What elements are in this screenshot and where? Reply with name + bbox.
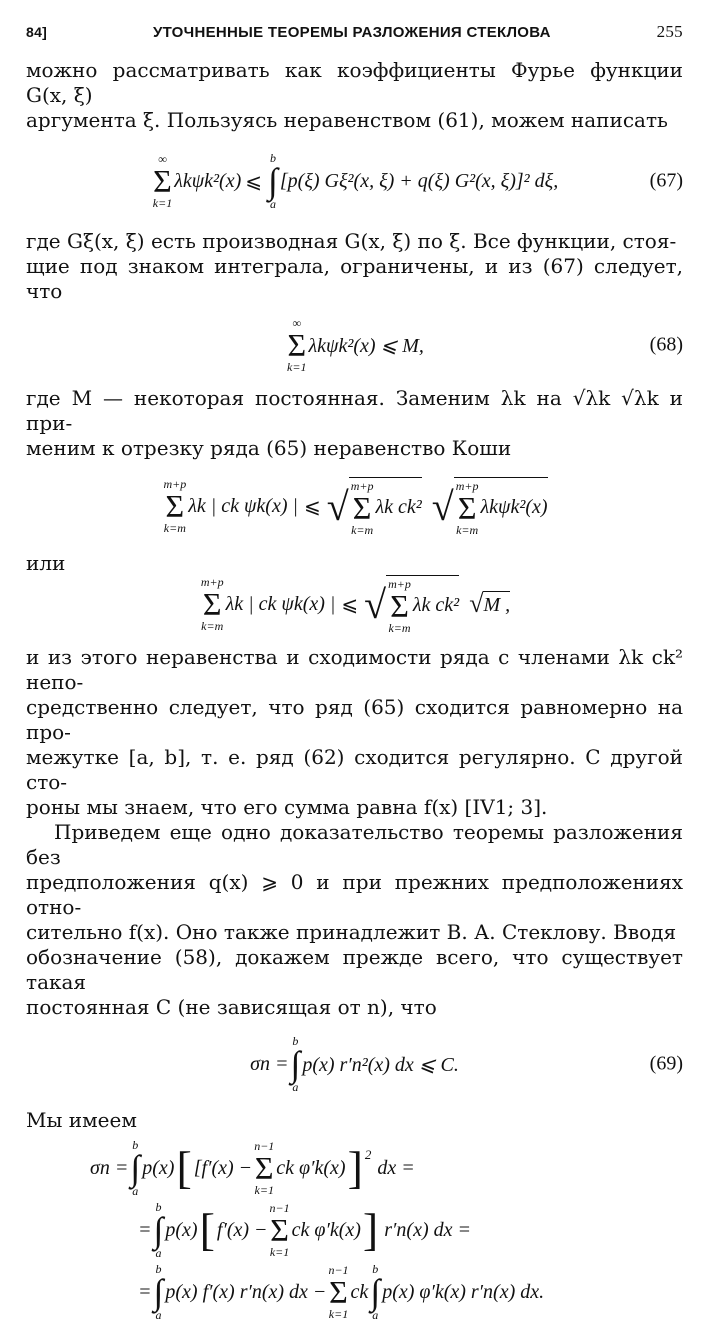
equation-number: (67) [649,169,683,192]
cauchy-inequality-2: m+p Σ k=m λk | ck ψk(x) | ⩽ √ m+p Σ k=m λk ck² √ M , [200,575,511,635]
integral-operator: b ∫ a [268,151,278,211]
equation-number: (68) [649,333,683,356]
sqrt-sign: √ [431,483,454,529]
math-expr: [p(ξ) Gξ²(x, ξ) + q(ξ) G²(x, ξ)]² dξ, [279,169,559,192]
sum-operator: ∞ Σ k=1 [287,316,307,374]
text-line: межутке [a, b], т. е. ряд (62) сходится регулярно. С другой сто- [26,745,683,794]
paragraph-6 [26,1108,683,1133]
math-expr: λkψk²(x) ⩽ M, [308,334,424,357]
math-expr: λk | ck ψk(x) | [225,592,336,615]
math-expr: σn = [250,1052,289,1075]
sum-operator: m+p Σ k=m [163,477,187,535]
text-line: где M — некоторая постоянная. Заменим λk на √λk √λk и при- [26,386,683,435]
text-line: роны мы знаем, что его сумма равна f(x) [IV1; 3]. [26,795,548,819]
text-line: постоянная C (не зависящая от n), что [26,995,437,1019]
sum-operator: n−1 Σ k=1 [328,1263,349,1321]
equation-69 [26,1026,683,1102]
paragraph-1 [26,58,683,133]
sum-operator: m+p Σ k=m [200,575,224,633]
section-number: 84] [26,24,48,40]
text-line: сительно f(x). Оно также принадлежит В. А. Стеклову. Вводя [26,920,677,944]
sum-operator: m+p Σ k=m [388,576,411,635]
text-line: средственно следует, что ряд (65) сходится равномерно на про- [26,695,683,744]
text-line: Мы имеем [26,1108,137,1132]
sqrt-sign: √ [326,483,349,529]
math-expr: λk | ck ψk(x) | [188,494,299,517]
text-line: где Gξ(x, ξ) есть производная G(x, ξ) по ξ. Все функции, стоя- [26,229,677,253]
text-line: предположения q(x) ⩾ 0 и при прежних предположениях отно- [26,870,683,919]
math-expr: λk ck² [375,496,422,518]
sum-operator: m+p Σ k=m [455,478,479,537]
paragraph-5 [26,820,683,1020]
book-page [26,22,683,1323]
integral-operator: b ∫ a [370,1262,381,1322]
cauchy-inequality-1: m+p Σ k=m λk | ck ψk(x) | ⩽ √ m+p Σ k=m λk ck² √ m+p Σ k=m λkψk²(x) [163,477,548,537]
sum-operator: m+p Σ k=m [350,478,374,537]
math-expr: p(x) r′n²(x) dx ⩽ C. [302,1053,459,1076]
text-line: Приведем еще одно доказательство теоремы разложения без [26,820,683,869]
sqrt-sign: √ [364,581,387,627]
text-line: можно рассматривать как коэффициенты Фурье функции G(x, ξ) [26,58,683,107]
paragraph-2 [26,229,683,304]
page-number: 255 [656,22,683,41]
sum-operator: ∞ Σ k=1 [152,152,173,210]
integral-operator: b ∫ a [153,1262,164,1322]
text-line: и из этого неравенства и сходимости ряда с членами λk ck² непо- [26,645,683,694]
sigma-derivation [90,1137,683,1323]
math-expr: λkψk²(x) [480,496,548,518]
equation-number: (69) [649,1052,683,1075]
sum-operator: n−1 Σ k=1 [269,1201,290,1259]
connective-or: или [26,551,66,575]
math-expr: M , [483,591,510,617]
derivation-line-2: = b ∫ a p(x) [ f′(x) − n−1 Σ k=1 ck φ′k(x) ] r′n(x) dx = [138,1200,471,1260]
paragraph-3 [26,386,683,461]
math-expr: λkψk²(x) [174,169,242,192]
text-line: щие под знаком интеграла, ограничены, и из (67) следует, что [26,254,683,303]
text-line: меним к отрезку ряда (65) неравенство Коши [26,436,512,460]
math-expr: λk ck² [412,594,460,616]
integral-operator: b ∫ a [290,1034,301,1094]
derivation-line-3: = b ∫ a p(x) f′(x) r′n(x) dx − n−1 Σ k=1 ck b ∫ a p(x) φ′k(x) r′n(x) dx. [138,1262,545,1322]
running-title: УТОЧНЕННЫЕ ТЕОРЕМЫ РАЗЛОЖЕНИЯ СТЕКЛОВА [152,24,551,41]
running-header [26,22,683,42]
sum-operator: n−1 Σ k=1 [254,1139,275,1197]
text-line: аргумента ξ. Пользуясь неравенством (61), можем написать [26,108,668,132]
text-line: обозначение (58), докажем прежде всего, что существует такая [26,945,683,994]
equation-67: ∞ Σ k=1 λkψk²(x) ⩽ b ∫ a [p(ξ) Gξ²(x, ξ) + q(ξ) G²(x, ξ)]² dξ, (67) [152,151,683,211]
integral-operator: b ∫ a [130,1138,141,1198]
sqrt-sign: √ [469,589,484,618]
paragraph-4 [26,645,683,820]
integral-operator: b ∫ a [153,1200,164,1260]
derivation-line-1: σn = b ∫ a p(x) [ [f′(x) − n−1 Σ k=1 ck φ′k(x) ] $^2$ dx = [90,1138,415,1198]
equation-68 [26,310,683,380]
